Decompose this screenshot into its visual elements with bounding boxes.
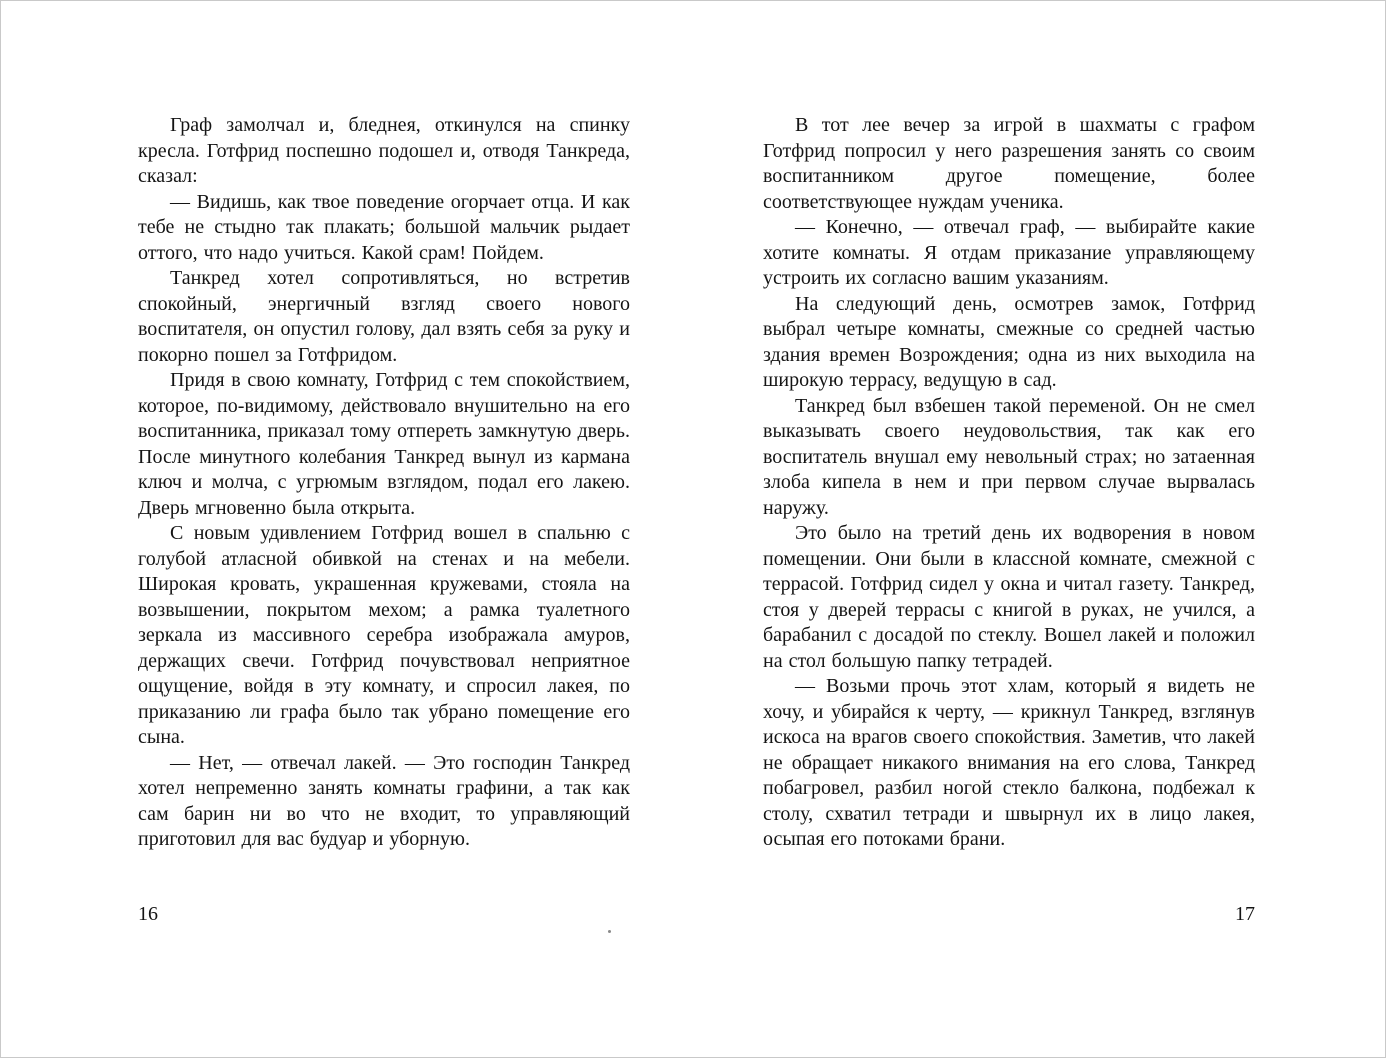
- paragraph: — Нет, — отвечал лакей. — Это господин Танкред хотел непременно занять комнаты графини, а так как сам барин ни во что не входит, то управляющий приготовил для вас будуар и уборную.: [138, 751, 630, 850]
- paragraph: — Возьми прочь этот хлам, который я видеть не хочу, и убирайся к черту, — крикнул Танкред, взглянув искоса на врагов своего спокойствия. Заметив, что лакей не обращает никакого внимания на его слова, Танкред побагровел, разбил ногой стекло балкона, подбежал к столу, схватил тетради и швырнул их в лицо лакея, осыпая его потоками брани.: [763, 675, 1255, 850]
- right-page: [763, 113, 1255, 853]
- paragraph: Танкред хотел сопротивляться, но встретив спокойный, энергичный взгляд своего нового воспитателя, он опустил голову, дал взять себя за руку и покорно пошел за Готфридом.: [138, 267, 630, 366]
- paragraph: Граф замолчал и, бледнея, откинулся на спинку кресла. Готфрид поспешно подошел и, отводя Танкреда, сказал:: [138, 114, 630, 187]
- left-page-number: 16: [138, 903, 158, 925]
- paragraph: Это было на третий день их водворения в новом помещении. Они были в классной комнате, смежной с террасой. Готфрид сидел у окна и читал газету. Танкред, стоя у дверей террасы с книгой в руках, не учился, а барабанил с досадой по стеклу. Вошел лакей и положил на стол большую папку тетрадей.: [763, 522, 1255, 672]
- paragraph: Танкред был взбешен такой переменой. Он не смел выказывать своего неудовольствия, так как его воспитатель внушал ему невольный страх; но затаенная злоба кипела в нем и при первом случае вырвалась наружу.: [763, 394, 1255, 519]
- paragraph: С новым удивлением Готфрид вошел в спальню с голубой атласной обивкой на стенах и на мебели. Широкая кровать, украшенная кружевами, стояла на возвышении, покрытом мехом; а рамка туалетного зеркала из массивного серебра изображала амуров, держащих свечи. Готфрид почувствовал неприятное ощущение, войдя в эту комнату, и спросил лакея, по приказанию ли графа было так убрано помещение его сына.: [138, 522, 630, 748]
- left-page: [138, 113, 630, 853]
- paragraph: Придя в свою комнату, Готфрид с тем спокойствием, которое, по-видимому, действовало внушительно на его воспитанника, приказал тому отпереть замкнутую дверь. После минутного колебания Танкред вынул из кармана ключ и молча, с угрюмым взглядом, подал его лакею. Дверь мгновенно была открыта.: [138, 369, 630, 519]
- paragraph: — Конечно, — отвечал граф, — выбирайте какие хотите комнаты. Я отдам приказание управляющему устроить их согласно вашим указаниям.: [763, 216, 1255, 289]
- paragraph: В тот лее вечер за игрой в шахматы с графом Готфрид попросил у него разрешения занять со своим воспитанником другое помещение, более соответствующее нуждам ученика.: [763, 114, 1255, 213]
- right-page-number: 17: [1235, 903, 1255, 925]
- paragraph: — Видишь, как твое поведение огорчает отца. И как тебе не стыдно так плакать; большой мальчик рыдает оттого, что надо учиться. Какой срам! Пойдем.: [138, 190, 630, 264]
- paragraph: На следующий день, осмотрев замок, Готфрид выбрал четыре комнаты, смежные со средней частью здания времен Возрождения; одна из них выходила на широкую террасу, ведущую в сад.: [763, 292, 1255, 391]
- print-speck: [608, 930, 611, 933]
